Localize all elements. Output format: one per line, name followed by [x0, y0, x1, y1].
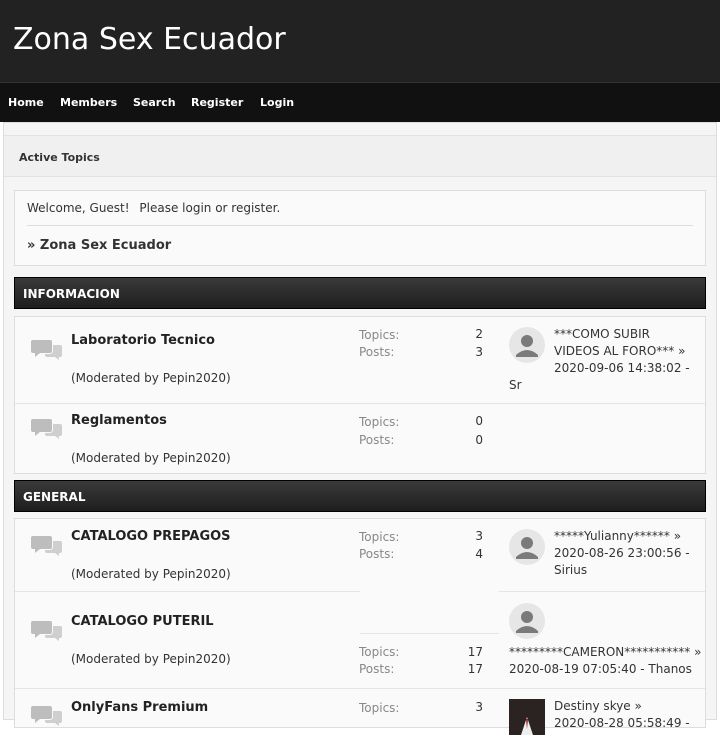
speech-bubbles-icon [31, 618, 63, 642]
moderator-text: (Moderated by Pepin2020) [71, 652, 231, 666]
posts-label: Posts: [359, 547, 395, 561]
board-list-general [14, 518, 706, 728]
moderator-text: (Moderated by Pepin2020) [71, 451, 231, 465]
welcome-greeting: Welcome, Guest! [27, 201, 130, 215]
topics-label: Topics: [359, 701, 400, 715]
speech-bubbles-icon [31, 337, 63, 361]
category-title: GENERAL [23, 490, 86, 504]
site-title[interactable]: Zona Sex Ecuador [13, 22, 286, 57]
posts-count: 0 [475, 433, 483, 447]
topics-label: Topics: [359, 530, 400, 544]
welcome-message [27, 201, 286, 215]
last-post-title[interactable]: ***COMO SUBIR VIDEOS AL FORO*** » 2020-09-06 14:38:02 - [554, 327, 690, 375]
category-header-general[interactable] [14, 480, 706, 512]
moderator-text: (Moderated by Pepin2020) [71, 567, 231, 581]
nav-search[interactable]: Search [133, 96, 176, 109]
board-row [15, 592, 705, 688]
nav-login[interactable]: Login [260, 96, 295, 109]
board-name[interactable]: Reglamentos [71, 413, 167, 428]
user-silhouette-icon[interactable] [509, 603, 545, 639]
category-header-informacion[interactable] [14, 277, 706, 309]
site-header [0, 0, 720, 82]
speech-bubbles-icon [31, 703, 63, 727]
topics-label: Topics: [359, 328, 400, 342]
speech-bubbles-icon [31, 416, 63, 440]
divider [27, 225, 693, 226]
board-name[interactable]: CATALOGO PREPAGOS [71, 529, 231, 544]
posts-count: 17 [467, 662, 483, 676]
board-list-informacion [14, 316, 706, 474]
category-title: INFORMACION [23, 287, 120, 301]
last-post[interactable]: *****Yulianny****** » 2020-08-26 23:00:56 - Sirius [554, 529, 690, 577]
welcome-box [14, 190, 706, 266]
board-name[interactable]: OnlyFans Premium [71, 700, 209, 715]
nav-register[interactable]: Register [191, 96, 244, 109]
breadcrumb[interactable]: » Zona Sex Ecuador [27, 238, 172, 253]
board-row [15, 404, 705, 474]
board-name[interactable]: Laboratorio Tecnico [71, 333, 215, 348]
board-name[interactable]: CATALOGO PUTERIL [71, 614, 214, 629]
topics-count: 17 [467, 645, 483, 659]
row-divider [360, 633, 499, 634]
posts-label: Posts: [359, 433, 395, 447]
topics-count: 3 [475, 529, 483, 543]
user-silhouette-icon[interactable] [509, 529, 545, 565]
nav-home[interactable]: Home [8, 96, 44, 109]
topics-label: Topics: [359, 415, 400, 429]
last-post-author[interactable]: Sr [509, 378, 522, 392]
board-row [15, 689, 705, 729]
posts-count: 3 [475, 345, 483, 359]
user-silhouette-icon[interactable] [509, 327, 545, 363]
posts-label: Posts: [359, 662, 395, 676]
moderator-text: (Moderated by Pepin2020) [71, 371, 231, 385]
posts-label: Posts: [359, 345, 395, 359]
active-topics-link[interactable]: Active Topics [19, 151, 100, 164]
user-avatar-icon[interactable] [509, 699, 545, 735]
nav-members[interactable]: Members [60, 96, 118, 109]
topics-count: 3 [475, 700, 483, 714]
topics-count: 2 [475, 327, 483, 341]
login-register-prompt[interactable]: Please login or register. [139, 201, 281, 215]
last-post[interactable]: Destiny skye » 2020-08-28 05:58:49 - [554, 699, 690, 730]
main-nav [0, 82, 720, 122]
last-post[interactable]: *********CAMERON*********** » 2020-08-19 07:05:40 - Thanos [509, 645, 702, 676]
board-row [15, 317, 705, 403]
speech-bubbles-icon [31, 533, 63, 557]
tab-strip [4, 135, 716, 177]
posts-count: 4 [475, 547, 483, 561]
topics-count: 0 [475, 414, 483, 428]
topics-label: Topics: [359, 645, 400, 659]
